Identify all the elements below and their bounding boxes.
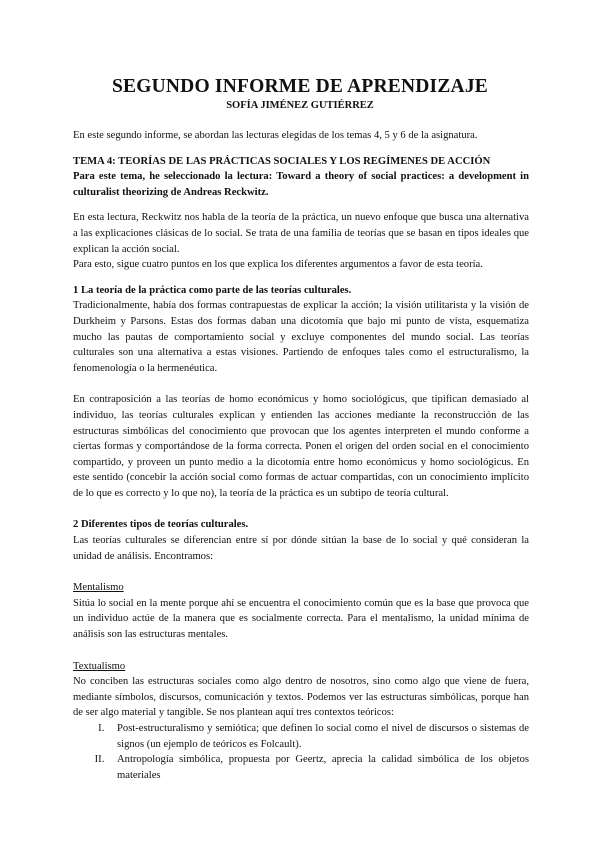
reading-heading: Para este tema, he seleccionado la lectura: Toward a theory of social practices: a development in culturalist theorizing de Andreas Reckwitz. (73, 171, 529, 198)
paragraph-1: En esta lectura, Reckwitz nos habla de la teoría de la práctica, un nuevo enfoque que busca una alternativa a las explicaciones clásicas de lo social. Se trata de una familia de teorías que se basan en tipos ideales que explican la acción social. (73, 212, 529, 255)
list-item: I. Post-estructuralismo y semiótica; que definen lo social como el nivel de discursos o sistemas de signos (un ejemplo de teóricos es Folcault). (107, 721, 529, 752)
mentalismo-paragraph: Sitúa lo social en la mente porque ahí se encuentra el conocimiento común que es la base que provoca que un individuo actúe de la manera que es socialmente correcta. Para el mentalismo, la unidad mínima de análisis son las estructuras mentales. (73, 597, 529, 641)
mentalismo-heading: Mentalismo (73, 582, 124, 594)
document-title: SEGUNDO INFORME DE APRENDIZAJE (112, 76, 488, 97)
textualismo-heading: Textualismo (73, 660, 126, 672)
paragraph-2: Para esto, sigue cuatro puntos en los que explica los diferentes argumentos a favor de esta teoría. (73, 259, 483, 271)
section-1-paragraph-2: En contraposición a las teorías de homo económicus y homo sociológicus, que tipifican demasiado al individuo, las teorías culturales explican y entienden las acciones mediante la reconstrucción de las estructuras simbólicas del conocimiento que provocan que los agentes interpreten el mundo conforme a ciertas formas y comportándose de la forma correcta. Ponen el origen del orden social en el conocimiento compartido, y proveen un punto medio a la dicotomía entre homo económicus y homo sociológicus. En este sentido (concebir la acción social como formas de actuar compartidas, con un conocimiento implícito de lo que es correcto y lo que no), la teoría de la práctica es un subtipo de teoría cultural. (73, 394, 529, 499)
section-1-heading: 1 La teoría de la práctica como parte de las teorías culturales. (73, 284, 352, 296)
section-2-paragraph-1: Las teorías culturales se diferencian entre sí por dónde sitúan la base de lo social y qué consideran la unidad de análisis. Encontramos: (73, 535, 529, 562)
intro-paragraph: En este segundo informe, se abordan las lecturas elegidas de los temas 4, 5 y 6 de la asignatura. (73, 130, 478, 141)
list-item: II. Antropología simbólica, propuesta por Geertz, aprecia la calidad simbólica de los objetos materiales (107, 752, 529, 783)
topic-heading: TEMA 4: TEORÍAS DE LAS PRÁCTICAS SOCIALES Y LOS REGÍMENES DE ACCIÓN (73, 155, 491, 167)
theoretical-contexts-list (73, 721, 529, 783)
document-author: SOFÍA JIMÉNEZ GUTIÉRREZ (226, 100, 374, 111)
document-body (73, 128, 529, 783)
section-1-paragraph-1: Tradicionalmente, había dos formas contrapuestas de explicar la acción; la visión utilitarista y la visión de Durkheim y Parsons. Estas dos formas daban una dicotomía que bajo mi punto de vista, esquematiza mucho las pautas de comportamiento social y excluye componentes del mundo social. Las teorías culturales son una alternativa a estas visiones. Partiendo de enfoques tales como el estructuralismo, la fenomenología o la hermenéutica. (73, 300, 529, 374)
textualismo-paragraph: No conciben las estructuras sociales como algo dentro de nosotros, sino como algo que viene de fuera, mediante símbolos, discursos, comunicación y textos. Podemos ver las estructuras simbólicas, porque han de ser algo material y tangible. Se nos plantean aquí tres contextos teóricos: (73, 676, 529, 719)
section-2-heading: 2 Diferentes tipos de teorías culturales. (73, 519, 249, 531)
